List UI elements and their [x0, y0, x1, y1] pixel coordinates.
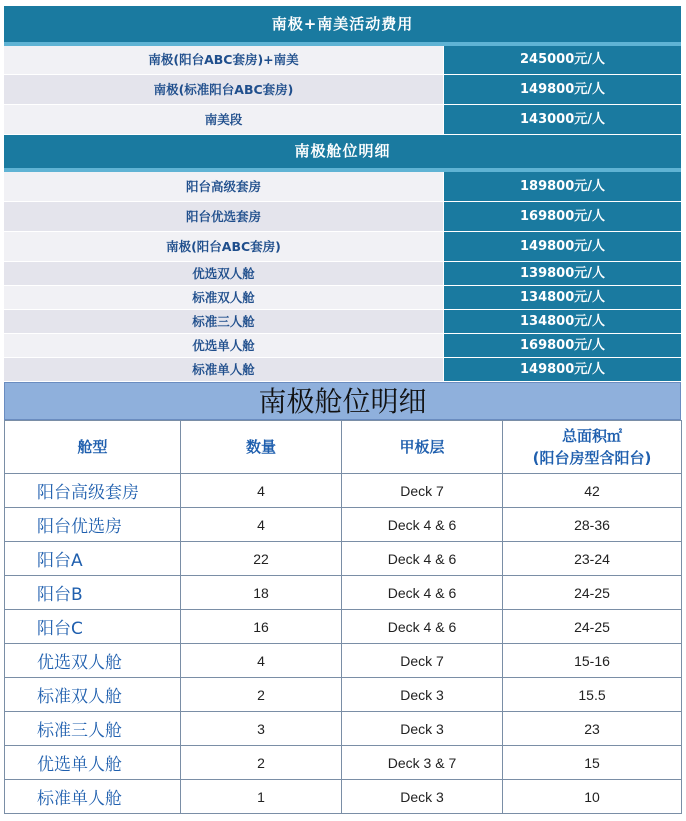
cell-cabin-type: 阳台优选房 [5, 508, 181, 542]
cell-deck: Deck 4 & 6 [342, 542, 503, 576]
cell-deck: Deck 7 [342, 474, 503, 508]
cell-deck: Deck 3 & 7 [342, 746, 503, 780]
cell-quantity: 4 [181, 508, 342, 542]
cabin-row [4, 232, 681, 262]
header-deck: 甲板层 [342, 421, 503, 474]
pricing-label: 南极(标准阳台ABC套房) [4, 75, 443, 104]
cabin-price: 149800元/人 [443, 358, 681, 381]
cell-area: 10 [503, 780, 682, 814]
cell-quantity: 4 [181, 474, 342, 508]
document [4, 6, 681, 814]
cabin-row [4, 202, 681, 232]
header-area [503, 421, 682, 474]
cabin-row [4, 310, 681, 334]
table-row [5, 746, 682, 780]
cabin-label: 标准双人舱 [4, 286, 443, 309]
pricing-list [4, 46, 681, 135]
pricing-row [4, 75, 681, 105]
cabin-row [4, 172, 681, 202]
table-row [5, 678, 682, 712]
cabin-row [4, 262, 681, 286]
cell-cabin-type: 优选双人舱 [5, 644, 181, 678]
cell-cabin-type: 标准单人舱 [5, 780, 181, 814]
cell-cabin-type: 标准三人舱 [5, 712, 181, 746]
cabin-row [4, 334, 681, 358]
cabin-price: 169800元/人 [443, 334, 681, 357]
cell-deck: Deck 4 & 6 [342, 610, 503, 644]
cabin-price: 134800元/人 [443, 286, 681, 309]
pricing-price: 143000元/人 [443, 105, 681, 134]
cabin-price: 189800元/人 [443, 172, 681, 201]
cabin-spec-table [4, 420, 682, 814]
cell-area: 28-36 [503, 508, 682, 542]
cabin-label: 南极(阳台ABC套房) [4, 232, 443, 261]
cell-deck: Deck 3 [342, 712, 503, 746]
cell-cabin-type: 优选单人舱 [5, 746, 181, 780]
header-quantity: 数量 [181, 421, 342, 474]
cell-quantity: 18 [181, 576, 342, 610]
cell-quantity: 16 [181, 610, 342, 644]
cell-quantity: 2 [181, 678, 342, 712]
cell-area: 15.5 [503, 678, 682, 712]
cell-quantity: 2 [181, 746, 342, 780]
cell-area: 42 [503, 474, 682, 508]
header-area-line2: (阳台房型含阳台) [532, 449, 652, 467]
table-row [5, 780, 682, 814]
header-cabin-type: 舱型 [5, 421, 181, 474]
cabin-row [4, 286, 681, 310]
cell-deck: Deck 4 & 6 [342, 576, 503, 610]
cell-cabin-type: 阳台高级套房 [5, 474, 181, 508]
cabin-price: 169800元/人 [443, 202, 681, 231]
cell-cabin-type: 阳台B [5, 576, 181, 610]
cabin-label: 标准三人舱 [4, 310, 443, 333]
cell-deck: Deck 3 [342, 678, 503, 712]
cabin-label: 标准单人舱 [4, 358, 443, 381]
cell-quantity: 4 [181, 644, 342, 678]
pricing-label: 南极(阳台ABC套房)+南美 [4, 46, 443, 74]
cabins-list [4, 172, 681, 382]
cell-area: 23-24 [503, 542, 682, 576]
spec-title: 南极舱位明细 [4, 382, 681, 420]
cell-area: 15 [503, 746, 682, 780]
cabin-label: 优选单人舱 [4, 334, 443, 357]
cabin-label: 优选双人舱 [4, 262, 443, 285]
cabin-price: 139800元/人 [443, 262, 681, 285]
cell-deck: Deck 4 & 6 [342, 508, 503, 542]
pricing-label: 南美段 [4, 105, 443, 134]
table-row [5, 610, 682, 644]
cabin-price: 149800元/人 [443, 232, 681, 261]
cabins-title: 南极舱位明细 [4, 135, 681, 172]
table-header-row [5, 421, 682, 474]
pricing-row [4, 105, 681, 135]
cell-area: 15-16 [503, 644, 682, 678]
cell-area: 23 [503, 712, 682, 746]
cell-area: 24-25 [503, 576, 682, 610]
cell-quantity: 3 [181, 712, 342, 746]
pricing-title: 南极+南美活动费用 [4, 6, 681, 46]
pricing-row [4, 46, 681, 75]
cabin-row [4, 358, 681, 382]
table-row [5, 644, 682, 678]
cell-deck: Deck 7 [342, 644, 503, 678]
cabin-price: 134800元/人 [443, 310, 681, 333]
table-row [5, 576, 682, 610]
cell-cabin-type: 阳台C [5, 610, 181, 644]
pricing-price: 245000元/人 [443, 46, 681, 74]
cabin-label: 阳台优选套房 [4, 202, 443, 231]
table-row [5, 474, 682, 508]
cabin-label: 阳台高级套房 [4, 172, 443, 201]
pricing-price: 149800元/人 [443, 75, 681, 104]
table-row [5, 508, 682, 542]
cell-cabin-type: 阳台A [5, 542, 181, 576]
header-area-line1: 总面积㎡ [561, 427, 622, 445]
table-row [5, 542, 682, 576]
cell-quantity: 22 [181, 542, 342, 576]
cell-area: 24-25 [503, 610, 682, 644]
cell-cabin-type: 标准双人舱 [5, 678, 181, 712]
cell-quantity: 1 [181, 780, 342, 814]
table-row [5, 712, 682, 746]
cell-deck: Deck 3 [342, 780, 503, 814]
